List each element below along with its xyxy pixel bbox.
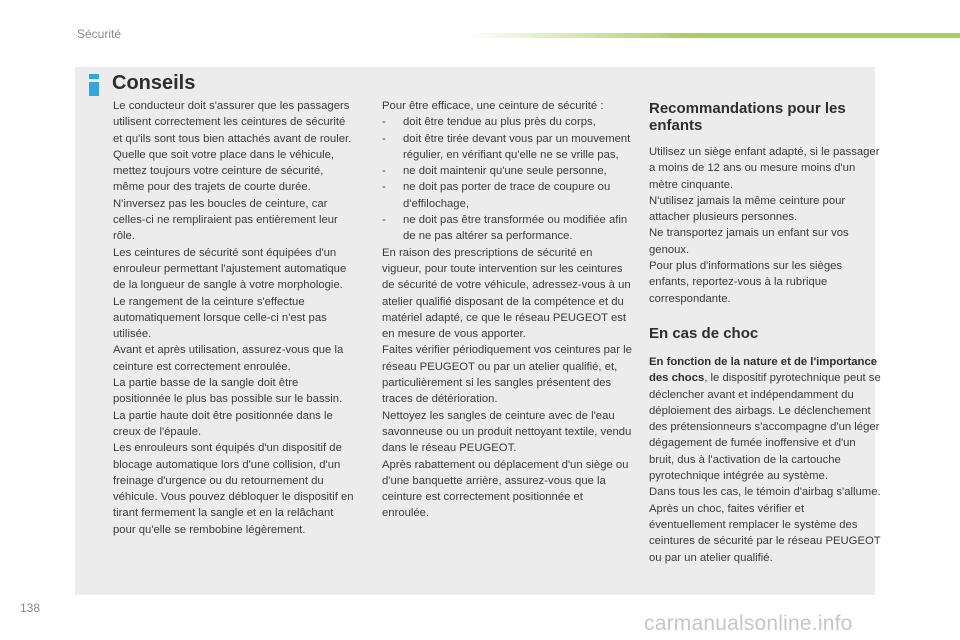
- page-number: 138: [20, 601, 41, 615]
- paragraph: Utilisez un siège enfant adapté, si le passager a moins de 12 ans ou mesure moins d'un mètre cinquante.: [649, 146, 880, 191]
- column-children-and-crash: [649, 98, 881, 566]
- list-item: - ne doit pas porter de trace de coupure ou d'effilochage,: [382, 181, 611, 210]
- info-icon: [86, 74, 102, 96]
- paragraph: Ne transportez jamais un enfant sur vos genoux.: [649, 227, 849, 256]
- list-item: - ne doit pas être transformée ou modifiée afin de ne pas altérer sa performance.: [382, 214, 628, 243]
- heading-crash: En cas de choc: [649, 324, 759, 342]
- paragraph: Après un choc, faites vérifier et éventuellement remplacer le système des ceintures de sécurité par le réseau PEUGEOT ou par un atelier qualifié.: [649, 502, 881, 564]
- paragraph: Dans tous les cas, le témoin d'airbag s'allume.: [649, 486, 881, 499]
- section-title: Sécurité: [77, 27, 122, 41]
- paragraph: Le conducteur doit s'assurer que les passagers utilisent correctement les ceintures de sécurité et qu'ils sont tous bien attachés avant de rouler.: [113, 100, 352, 145]
- paragraph: N'utilisez jamais la même ceinture pour attacher plusieurs personnes.: [649, 194, 846, 224]
- paragraph: Les enrouleurs sont équipés d'un dispositif de blocage automatique lors d'une collision, d'un freinage d'urgence ou du retournement du véhicule. Vous pouvez débloquer le dispositif en tirant fermement la sangle et en la relâchant pour qu'elle se rembobine légèrement.: [113, 442, 354, 536]
- paragraph: N'inversez pas les boucles de ceinture, car celles-ci ne rempliraient pas entièrement leur rôle.: [113, 197, 338, 243]
- paragraph: Faites vérifier périodiquement vos ceintures par le réseau PEUGEOT ou par un atelier qualifié, et, particulièrement si les sangles présentent des traces de détérioration.: [382, 344, 632, 406]
- lead-rest: , le dispositif pyrotechnique peut se déclencher avant et indépendamment du déploiement des airbags. Le déclenchement des prétensionneurs s'accompagne d'un léger dégagement de fumée inoffensive et d'un bruit, dus à l'activation de la cartouche pyrotechnique intégrée au système.: [649, 372, 881, 483]
- paragraph: En raison des prescriptions de sécurité en vigueur, pour toute intervention sur les ceintures de sécurité de votre véhicule, adressez-vous à un atelier qualifié disposant de la compétence et du matériel adapté, ce que le réseau PEUGEOT est en mesure de vous apporter.: [382, 246, 631, 341]
- paragraph: Avant et après utilisation, assurez-vous que la ceinture est correctement enroulée.: [113, 344, 344, 373]
- column-efficiency: [382, 98, 632, 522]
- list-item: - doit être tirée devant vous par un mouvement régulier, en vérifiant qu'elle ne se vrille pas,: [382, 132, 631, 161]
- watermark: carmanualsonline.info: [644, 612, 853, 635]
- list-item: - doit être tendue au plus près du corps,: [382, 116, 596, 129]
- panel-title: Conseils: [112, 72, 196, 94]
- paragraph: La partie haute doit être positionnée dans le creux de l'épaule.: [113, 409, 333, 438]
- paragraph: Quelle que soit votre place dans le véhicule, mettez toujours votre ceinture de sécurité, même pour des trajets de courte durée.: [113, 148, 335, 194]
- paragraph: Pour plus d'informations sur les sièges enfants, reportez-vous à la rubrique correspondante.: [649, 260, 843, 305]
- paragraph: Les ceintures de sécurité sont équipées d'un enrouleur permettant l'ajustement automatique de la longueur de sangle à votre morphologie. Le rangement de la ceinture s'effectue automatiquement lorsque celle-ci n'est pas utilisée.: [113, 246, 347, 341]
- heading-children: Recommandations pour les enfants: [649, 100, 846, 134]
- column-general-advice: [113, 98, 357, 538]
- paragraph: Nettoyez les sangles de ceinture avec de l'eau savonneuse ou un produit nettoyant textile, vendu dans le réseau PEUGEOT.: [382, 409, 632, 455]
- info-icon-dot: [89, 74, 99, 79]
- header-accent-bar: [470, 33, 960, 38]
- paragraph: La partie basse de la sangle doit être positionnée le plus bas possible sur le bassin.: [113, 377, 343, 406]
- bold-lead: En fonction de la nature et de l'importance des chocs: [649, 355, 878, 385]
- paragraph: Après rabattement ou déplacement d'un siège ou d'une banquette arrière, assurez-vous que la ceinture est correctement positionnée et enroulée.: [382, 458, 629, 520]
- info-icon-stem: [89, 82, 99, 96]
- paragraph: [649, 354, 881, 484]
- list-item: - ne doit maintenir qu'une seule personne,: [382, 165, 607, 178]
- intro-text: Pour être efficace, une ceinture de sécurité :: [382, 100, 604, 112]
